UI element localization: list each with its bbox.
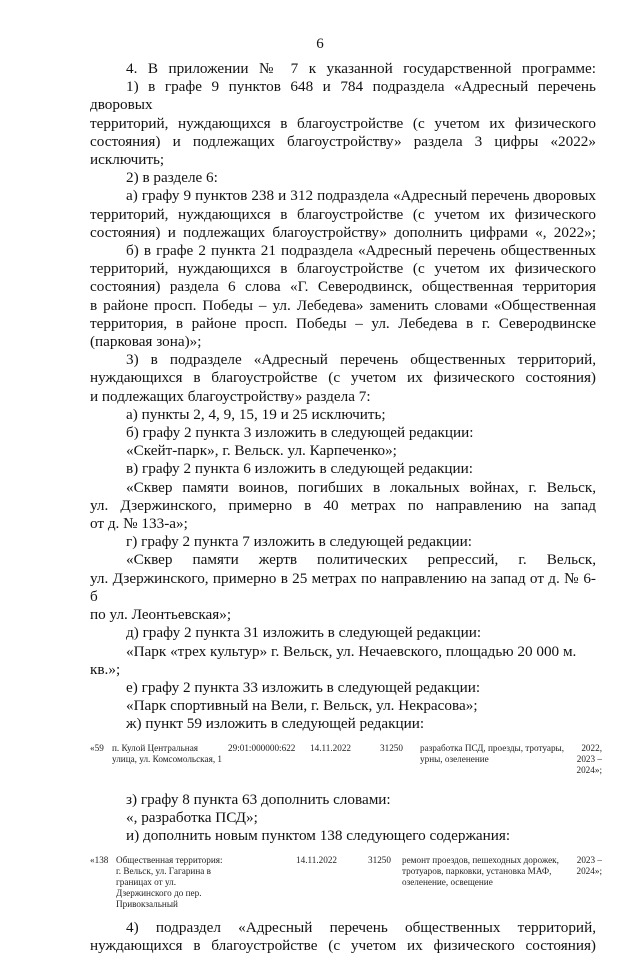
- paragraph: 4) подраздел «Адресный перечень общественных территорий,: [126, 919, 596, 937]
- row-cadastral: 29:01:000000:622: [228, 742, 296, 753]
- paragraph: ж) пункт 59 изложить в следующей редакции:: [126, 715, 425, 733]
- row-date: 14.11.2022: [296, 855, 338, 866]
- paragraph: 2) в разделе 6:: [126, 169, 218, 187]
- page-number: 6: [316, 36, 324, 52]
- paragraph: ул. Дзержинского, примерно в 25 метрах по направлению на запад от д. № 6-б: [90, 569, 596, 605]
- paragraph: в районе просп. Победы – ул. Лебедева» заменить словами «Общественная: [90, 296, 596, 314]
- paragraph: 1) в графе 9 пунктов 648 и 784 подраздела «Адресный перечень дворовых: [90, 78, 596, 114]
- paragraph: и) дополнить новым пунктом 138 следующего содержания:: [126, 826, 511, 844]
- row-works: ремонт проездов, пешеходных дорожек, тротуаров, парковки, установка МАФ, озеленение, освещение: [402, 855, 559, 888]
- row-code: 31250: [380, 742, 403, 753]
- paragraph: «Сквер памяти воинов, погибших в локальных войнах, г. Вельск,: [126, 478, 596, 496]
- row-date: 14.11.2022: [310, 742, 352, 753]
- paragraph: 3) в подразделе «Адресный перечень общественных территорий,: [126, 351, 596, 369]
- paragraph: б) графу 2 пункта 3 изложить в следующей редакции:: [126, 424, 474, 442]
- paragraph: и подлежащих благоустройству» раздела 7:: [90, 387, 371, 405]
- paragraph: «Сквер памяти жертв политических репрессий, г. Вельск,: [126, 551, 596, 569]
- paragraph: по ул. Леонтьевская»;: [90, 606, 232, 624]
- paragraph: состояния) и подлежащих благоустройству» дополнить цифрами «, 2022»;: [90, 223, 596, 241]
- row-years: 2023 – 2024»;: [576, 855, 602, 877]
- row-name: Общественная территория: г. Вельск, ул. Гагарина в границах от ул. Дзержинского до пер. Привокзальный: [116, 855, 223, 910]
- paragraph: нуждающихся в благоустройстве (с учетом их физического состояния): [90, 369, 596, 387]
- paragraph: а) графу 9 пунктов 238 и 312 подраздела «Адресный перечень дворовых: [126, 187, 596, 205]
- row-code: 31250: [368, 855, 391, 866]
- paragraph: (парковая зона)»;: [90, 333, 202, 351]
- paragraph: от д. № 133-а»;: [90, 515, 188, 533]
- paragraph: состояния) и подлежащих благоустройству» раздела 3 цифры «2022» исключить;: [90, 132, 596, 169]
- paragraph: б) в графе 2 пункта 21 подраздела «Адресный перечень общественных: [126, 242, 596, 260]
- paragraph: территория, в районе просп. Победы – ул. Лебедева в г. Северодвинске: [90, 314, 596, 332]
- paragraph: нуждающихся в благоустройстве (с учетом их физического состояния): [90, 937, 596, 955]
- row-years: 2022, 2023 – 2024»;: [576, 742, 602, 775]
- table-row-59: [90, 742, 602, 783]
- paragraph: г) графу 2 пункта 7 изложить в следующей редакции:: [126, 533, 473, 551]
- paragraph: «Скейт-парк», г. Вельск. ул. Карпеченко»;: [126, 442, 397, 460]
- table-row-138: [90, 855, 602, 913]
- paragraph: е) графу 2 пункта 33 изложить в следующей редакции:: [126, 678, 481, 696]
- paragraph: территорий, нуждающихся в благоустройстве (с учетом их физического: [90, 114, 596, 132]
- paragraph: з) графу 8 пункта 63 дополнить словами:: [126, 790, 391, 808]
- paragraph: «Парк «трех культур» г. Вельск, ул. Нечаевского, площадью 20 000 м. кв.»;: [90, 642, 577, 678]
- paragraph: в) графу 2 пункта 6 изложить в следующей редакции:: [126, 460, 473, 478]
- paragraph: «Парк спортивный на Вели, г. Вельск, ул. Некрасова»;: [126, 697, 478, 715]
- row-works: разработка ПСД, проезды, тротуары, урны, озеленение: [420, 742, 565, 764]
- document-body: [90, 60, 602, 956]
- paragraph: состояния) раздела 6 слова «Г. Северодвинск, общественная территория: [90, 278, 596, 296]
- row-number: «138: [90, 855, 109, 866]
- paragraph: ул. Дзержинского, примерно в 40 метрах по направлению на запад: [90, 496, 596, 514]
- paragraph: 4. В приложении № 7 к указанной государственной программе:: [126, 60, 596, 77]
- paragraph: «, разработка ПСД»;: [126, 808, 258, 826]
- paragraph: территорий, нуждающихся в благоустройстве (с учетом их физического: [90, 260, 596, 278]
- paragraph: д) графу 2 пункта 31 изложить в следующей редакции:: [126, 624, 482, 642]
- paragraph: а) пункты 2, 4, 9, 15, 19 и 25 исключить;: [126, 405, 386, 423]
- paragraph: территорий, нуждающихся в благоустройстве (с учетом их физического: [90, 205, 596, 223]
- row-name: п. Кулой Центральная улица, ул. Комсомольская, 1: [112, 742, 223, 764]
- row-number: «59: [90, 742, 104, 753]
